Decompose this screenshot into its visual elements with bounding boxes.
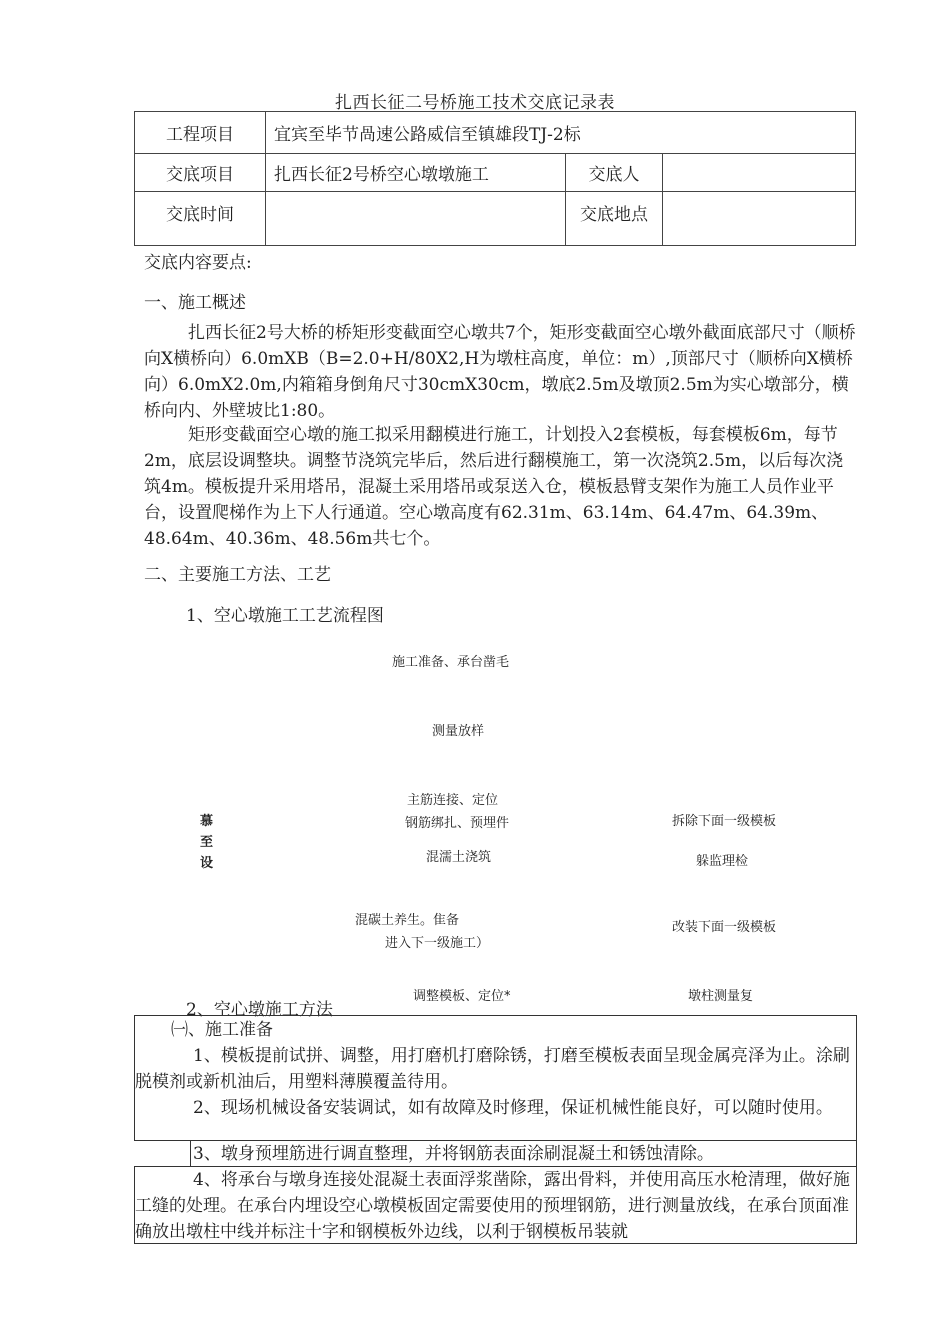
- flow-step-concrete: 混濡土浇筑: [426, 850, 492, 865]
- prep-item-3-box: [190, 1140, 857, 1167]
- document-title: 扎西长征二号桥施工技术交底记录表: [335, 93, 615, 113]
- header-table: [134, 111, 856, 246]
- flow-right-remove-formwork: 拆除下面一级模板: [672, 814, 777, 829]
- method-heading: 2、空心墩施工方法: [186, 1000, 333, 1020]
- section1-paragraph1: 扎西长征2号大桥的桥矩形变截面空心墩共7个，矩形变截面空心墩外截面底部尺寸（顺桥向X横桥向）6.0mXB（B=2.0+H/80X2,H为墩柱高度，单位：m）,顶部尺寸（顺桥向X横桥向）6.0mX2.0m,内箱箱身倒角尺寸30cmX30cm，墩底2.5m及墩顶2.5m为实心墩部分，横桥向内、外壁坡比1:80。: [144, 323, 856, 421]
- location-value: [663, 192, 856, 246]
- flow-step-rebar-bind: 钢筋绑扎、预埋件: [405, 816, 510, 831]
- location-label: 交底地点: [566, 192, 663, 246]
- content-heading: 交底内容要点:: [144, 253, 252, 273]
- presenter-label: 交底人: [566, 154, 663, 192]
- prep-box: [134, 1015, 857, 1141]
- prep-title: ㈠、施工准备: [171, 1020, 273, 1040]
- item-label: 交底项目: [135, 154, 266, 192]
- project-label: 工程项目: [135, 112, 266, 154]
- flow-step-next-level: 进入下一级施工）: [385, 936, 490, 951]
- prep-item-1: 1、模板提前试拼、调整，用打磨机打磨除锈，打磨至模板表面呈现金属亮泽为止。涂刷脱模剂或新机油后，用塑料薄膜覆盖待用。: [135, 1046, 850, 1092]
- section2-title: 二、主要施工方法、工艺: [144, 565, 331, 585]
- item-value: 扎西长征2号桥空心墩墩施工: [266, 154, 566, 192]
- prep-item-3: 3、墩身预埋筋进行调直整理，并将钢筋表面涂刷混凝土和锈蚀清除。: [193, 1144, 714, 1164]
- flowchart-heading: 1、空心墩施工工艺流程图: [186, 606, 384, 626]
- flow-right-survey-check: 墩柱测量复: [688, 989, 754, 1004]
- prep-item-4-box: [134, 1166, 857, 1244]
- flow-step-rebar-connect: 主筋连接、定位: [407, 793, 499, 808]
- flow-step-curing: 混碳土养生。隹备: [355, 913, 460, 928]
- time-label: 交底时间: [135, 192, 266, 246]
- prep-item-4: 4、将承台与墩身连接处混凝土表面浮浆凿除，露出骨料，并使用高压水枪清理，做好施工缝的处理。在承台内埋设空心墩模板固定需要使用的预埋钢筋，进行测量放线，在承台顶面准确放出墩柱中线并标注十字和钢模板外边线，以利于钢模板吊装就: [135, 1170, 850, 1242]
- section1-title: 一、施工概述: [144, 293, 246, 313]
- project-value: 宜宾至毕节咼速公路威信至镇雄段TJ-2标: [266, 112, 856, 154]
- flow-right-install-formwork: 改装下面一级模板: [672, 920, 777, 935]
- time-value: [266, 192, 566, 246]
- flow-side-char-2: 至: [200, 835, 214, 850]
- section1-paragraph2: 矩形变截面空心墩的施工拟采用翻模进行施工，计划投入2套模板，每套模板6m，每节2m，底层设调整块。调整节浇筑完毕后，然后进行翻模施工，第一次浇筑2.5m，以后每次浇筑4m。模板提升采用塔吊，混凝土采用塔吊或泵送入仓，模板悬臂支架作为施工人员作业平台，设置爬梯作为上下人行通道。空心墩高度有62.31m、63.14m、64.47m、64.39m、48.64m、40.36m、48.56m共七个。: [144, 425, 844, 549]
- flow-step-survey: 测量放样: [432, 724, 485, 739]
- presenter-value: [663, 154, 856, 192]
- flow-step-prepare: 施工准备、承台凿毛: [392, 655, 510, 670]
- flow-side-char-3: 设: [200, 856, 214, 871]
- flow-step-adjust-formwork: 调整模板、定位*: [413, 989, 511, 1004]
- flow-right-inspection: 躲监理检: [696, 854, 749, 869]
- prep-item-2: 2、现场机械设备安装调试，如有故障及时修理，保证机械性能良好，可以随时使用。: [193, 1098, 833, 1118]
- flow-side-char-1: 慕: [200, 814, 214, 829]
